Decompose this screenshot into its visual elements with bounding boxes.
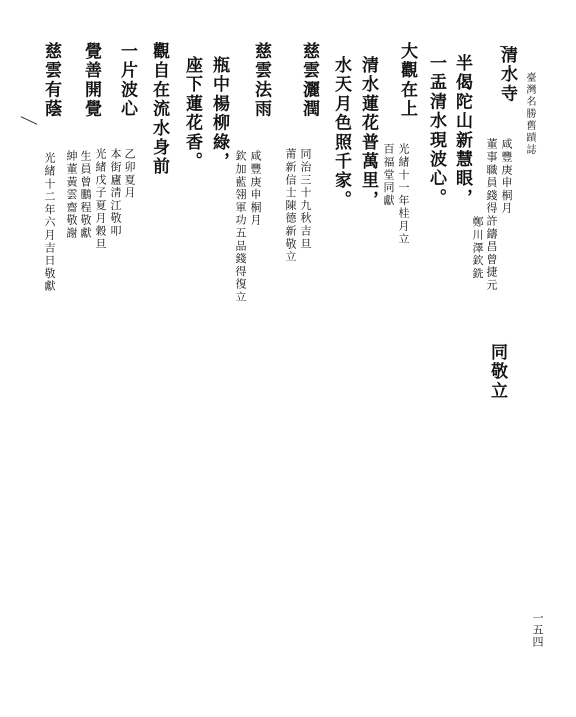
attribution-note: 欽加藍翎軍功五品錢得復立 (234, 150, 247, 304)
inscription-heading: 慈雲灑潤 (299, 42, 319, 119)
attribution-note: 咸豐庚申桐月 (500, 138, 513, 215)
couplet-line: 座下蓮花香。 (182, 56, 202, 172)
inscription-heading: 覺善開覺 (81, 42, 101, 119)
attribution-note: 本街廬清江敬叩 (109, 148, 122, 238)
attribution-note: 乙卯夏月 (123, 148, 136, 200)
page-header: 臺灣名勝舊蹟誌 (524, 72, 535, 156)
attribution-note: 咸豐庚申桐月 (249, 150, 262, 227)
attribution-note: 百福堂同獻 (382, 143, 395, 207)
inscription-heading: 觀自在流水身前 (149, 42, 169, 177)
attribution-note: 生員曾鵬程敬獻 (79, 150, 92, 240)
attribution-note: 紳董黃雲齋敬謝 (65, 150, 78, 240)
attribution-note: 光緒戊子夏月穀旦 (94, 148, 107, 251)
couplet-line: 瓶中楊柳綠， (209, 56, 229, 172)
couplet-line: 一盂清水現波心。 (426, 54, 446, 208)
page-number: 一五四 (531, 612, 544, 648)
inscription-heading: 慈雲法雨 (251, 42, 271, 119)
couplet-line: 半偈陀山新慧眼， (452, 54, 472, 208)
inscription-heading: 慈雲有蔭 (41, 42, 61, 119)
inscription-heading: 一片波心 (117, 42, 137, 119)
attribution-note: 光緒十二年六月吉日敬獻 (43, 152, 56, 293)
inscription-heading: 大觀在上 (397, 42, 417, 119)
couplet-line: 水天月色照千家。 (331, 56, 351, 210)
attribution-note: 莆新信士陳德新敬立 (284, 148, 297, 264)
ink-mark (500, 46, 508, 47)
attribution-note: 董事職員錢得許鑄昌曾捷元 (485, 138, 498, 292)
attribution-note: 鄭川澤欽銑 (471, 216, 484, 280)
attribution-note: 同敬立 (487, 343, 507, 401)
ink-mark (21, 116, 38, 125)
attribution-note: 光緒十一年桂月立 (397, 143, 410, 246)
couplet-line: 清水蓮花普萬里， (358, 56, 378, 210)
inscription-heading-qingshui-temple: 清水寺 (497, 46, 517, 104)
attribution-note: 同治三十九秋吉旦 (299, 148, 312, 251)
